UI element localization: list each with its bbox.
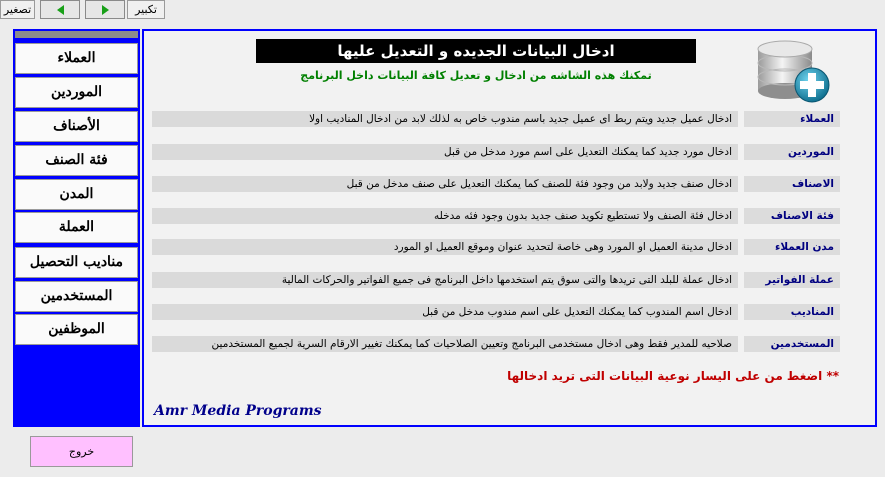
exit-button[interactable]: خروج: [30, 436, 133, 467]
sidebar-item-cities[interactable]: المدن: [15, 179, 138, 210]
row-label-invoice-currency: عملة الفواتير: [744, 272, 840, 288]
row-label-customers: العملاء: [744, 111, 840, 127]
row-description-item-categories: ادخال فئة الصنف ولا تستطيع تكويد صنف جديد بدون وجود فئه مدخله: [152, 208, 738, 224]
row-label-suppliers: الموردين: [744, 144, 840, 160]
previous-button[interactable]: [40, 0, 80, 19]
sidebar-item-users[interactable]: المستخدمين: [15, 281, 138, 312]
page-title: ادخال البيانات الجديده و التعديل عليها: [256, 39, 696, 63]
sidebar-item-items[interactable]: الأصناف: [15, 111, 138, 142]
brand-label: Amr Media Programs: [154, 403, 322, 419]
main-panel: [142, 29, 877, 427]
row-label-reps: المناديب: [744, 304, 840, 320]
arrow-left-icon: [57, 5, 64, 15]
row-description-reps: ادخال اسم المندوب كما يمكنك التعديل على اسم مندوب مدخل من قبل: [152, 304, 738, 320]
sidebar-item-collection-reps[interactable]: مناديب التحصيل: [15, 247, 138, 278]
sidebar-header-bar: [15, 31, 138, 38]
row-description-suppliers: ادخال مورد جديد كما يمكنك التعديل على اسم مورد مدخل من قبل: [152, 144, 738, 160]
sidebar-item-suppliers[interactable]: الموردين: [15, 77, 138, 108]
row-description-customers: ادخال عميل جديد ويتم ربط اى عميل جديد باسم مندوب خاص به لذلك لابد من ادخال المناديب اولا: [152, 111, 738, 127]
sidebar-item-customers[interactable]: العملاء: [15, 43, 138, 74]
instruction-note: ** اضغط من على اليسار نوعية البيانات التى تريد ادخالها: [507, 369, 839, 383]
sidebar-item-currency[interactable]: العملة: [15, 212, 138, 243]
arrow-right-icon: [102, 5, 109, 15]
row-description-invoice-currency: ادخال عملة للبلد التى تريدها والتى سوق يتم استخدمها داخل البرنامج فى جميع الفواتير والحركات المالية: [152, 272, 738, 288]
next-button[interactable]: [85, 0, 125, 19]
row-label-items: الاصناف: [744, 176, 840, 192]
database-add-icon: [750, 39, 840, 105]
row-description-customer-cities: ادخال مدينة العميل او المورد وهى خاصة لتحديد عنوان وموقع العميل او المورد: [152, 239, 738, 255]
row-label-customer-cities: مدن العملاء: [744, 239, 840, 255]
shrink-button[interactable]: تصغير: [0, 0, 35, 19]
row-description-items: ادخال صنف جديد ولابد من وجود فئة للصنف كما يمكنك التعديل على صنف مدخل من قبل: [152, 176, 738, 192]
enlarge-button[interactable]: تكبير: [127, 0, 165, 19]
row-label-item-categories: فئة الاصناف: [744, 208, 840, 224]
sidebar: [13, 29, 140, 427]
sidebar-item-item-category[interactable]: فئة الصنف: [15, 145, 138, 176]
row-label-users: المستخدمين: [744, 336, 840, 352]
sidebar-item-employees[interactable]: الموظفين: [15, 314, 138, 345]
page-subtitle: تمكنك هذه الشاشه من ادخال و تعديل كافة البيانات داخل البرنامج: [300, 69, 652, 82]
row-description-users: صلاحيه للمدير فقط وهى ادخال مستخدمى البرنامج وتعيين الصلاحيات كما يمكنك تغيير الارقام السرية لجميع المستخدمين: [152, 336, 738, 352]
